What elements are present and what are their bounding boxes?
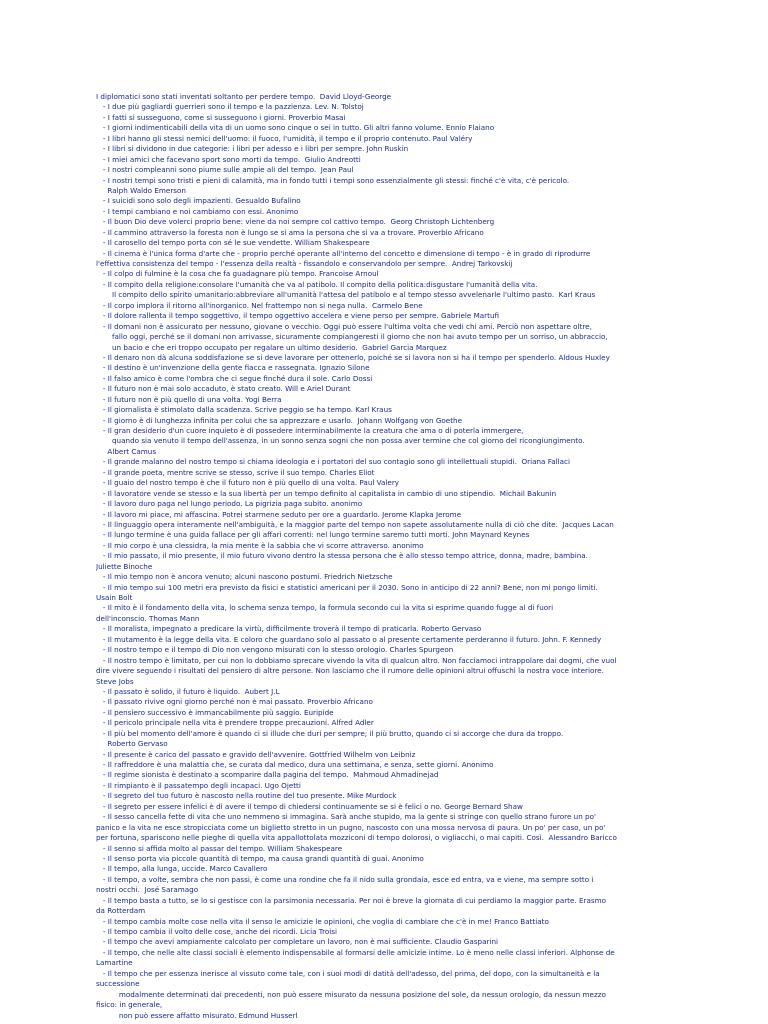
document-line: - I nostri tempi sono tristi e pieni di calamità, ma in fondo tutti i tempi sono essenzialmente gli stessi: finché c'è vita, c'è pericolo. — [96, 175, 570, 185]
document-line: - Il segreto del tuo futuro è nascosto nella routine del tuo presente. Mike Murdock — [96, 791, 397, 801]
document-line: fallo oggi, perché se il domani non arrivasse, sicuramente compiangeresti il giorno che non hai avuto tempo per un sorriso, un abbraccio, — [96, 332, 608, 342]
document-line: fisico: in generale, — [96, 1000, 163, 1010]
document-line: - Il regime sionista è destinato a scomparire dalla pagina del tempo. Mahmoud Ahmadinejad — [96, 770, 439, 780]
document-line: - I suicidi sono solo degli impazienti. Gesualdo Bufalino — [96, 196, 301, 206]
document-line: Lamartine — [96, 958, 133, 968]
document-line: - Il più bel momento dell'amore è quando ci si illude che duri per sempre; il più brutto, quando ci si accorge che dura da troppo. — [96, 728, 564, 738]
document-line: dell'inconscio. Thomas Mann — [96, 613, 200, 623]
document-line: - Il mio tempo non è ancora venuto; alcuni nascono postumi. Friedrich Nietzsche — [96, 572, 393, 582]
document-line: - Il tempo cambia il volto delle cose, anche dei ricordi. Licia Troisi — [96, 927, 338, 936]
document-line: - Il dolore rallenta il tempo soggettivo, il tempo oggettivo accelera e viene perso per sempre. Gabriele Martufi — [96, 311, 500, 321]
document-line: da Rotterdam — [96, 906, 146, 916]
document-line: - Il mito è il fondamento della vita, lo schema senza tempo, la formula secondo cui la vita si esprime quando fugge al di fuori — [96, 603, 554, 613]
document-line: - Il compito della religione:consolare l'umanità che va al patibolo. Il compito della politica:disgustare l'umanità della vita. — [96, 279, 538, 289]
document-line: - Il linguaggio opera interamente nell'ambiguità, e la maggior parte del tempo non sapete assolutamente nulla di ciò che dite. Jacques Lacan — [96, 519, 614, 529]
document-line: - Il mio passato, il mio presente, il mio futuro vivono dentro la stessa persona che è allo stesso tempo attrice, donna, madre, bambina. — [96, 551, 588, 561]
document-line: un bacio e che eri troppo occupato per regalare un ultimo desiderio. Gabriel Garcia Marquez — [96, 342, 447, 352]
document-line: - I nostri compleanni sono piume sulle ampie ali del tempo. Jean Paul — [96, 165, 354, 175]
document-line: - I libri hanno gli stessi nemici dell'uomo: il fuoco, l'umidità, il tempo e il proprio contenuto. Paul Valéry — [96, 133, 473, 143]
document-line: - Il lavoro duro paga nel lungo periodo. La pigrizia paga subito. anonimo — [96, 499, 363, 509]
document-line: Il compito dello spirito umanitario:abbreviare all'umanità l'attesa del patibolo e al tempo stesso avvelenarle l'ultimo pasto. Karl Kraus — [96, 290, 596, 300]
document-line: Steve Jobs — [96, 676, 134, 686]
document-line: modalmente determinati dai precedenti, non può essere misurato da nessuna posizione del sole, da nessun orologio, da nessun mezzo — [96, 989, 606, 999]
document-line: - Il corpo implora il ritorno all'inorganico. Nel frattempo non si nega nulla. Carmelo Bene — [96, 300, 423, 310]
document-line: - Il colpo di fulmine è la cosa che fa guadagnare più tempo. Francoise Arnoul — [96, 269, 379, 279]
document-line: Juliette Binoche — [96, 561, 153, 571]
document-line: - Il mio tempo sui 100 metri era previsto da fisici e statistici americani per il 2030. Sono in anticipo di 22 anni? Bene, non mi pongo limiti. — [96, 582, 598, 592]
document-line: - Il senso porta via piccole quantità di tempo, ma causa grandi quantità di guai. Anonimo — [96, 853, 424, 863]
document-line: - Il carosello del tempo porta con sé le sue vendette. William Shakespeare — [96, 238, 370, 248]
document-line: - I due più gagliardi guerrieri sono il tempo e la pazzienza. Lev. N. Tolstoj — [96, 102, 364, 112]
document-line: Albert Camus — [96, 446, 157, 456]
document-line: - I miei amici che facevano sport sono morti da tempo. Giulio Andreotti — [96, 154, 361, 164]
document-line: - Il tempo, alla lunga, uccide. Marco Cavallero — [96, 864, 268, 874]
quotes-document — [96, 92, 712, 1021]
document-line: - Il tempo basta a tutto, se lo si gestisce con la parsimonia necessaria. Per noi è breve la giornata di cui perdiamo la maggior parte. Erasmo — [96, 895, 607, 905]
document-line: panico e la vita ne esce stropicciata come un biglietto stretto in un pugno, nascosto con una mossa nervosa di paura. Un po' per caso, un po' — [96, 822, 606, 832]
document-line: - Il presente è carico del passato e gravido dell'avvenire. Gottfried Wilhelm von Leibniz — [96, 749, 416, 759]
document-line: - Il pericolo principale nella vita è prendere troppe precauzioni. Alfred Adler — [96, 718, 374, 728]
document-line: - Il falso amico è come l'ombra che ci segue finché dura il sole. Carlo Dossi — [96, 373, 373, 383]
document-line: - I libri si dividono in due categorie: i libri per adesso e i libri per sempre. John Ruskin — [96, 144, 409, 154]
document-line: - Il cammino attraverso la foresta non è lungo se si ama la persona che si va a trovare. Proverbio Africano — [96, 227, 484, 237]
document-line: per fortuna, spariscono nelle pieghe di quella vita appallottolata mozziconi di tempo dolorosi, o vigliacchi, o mai capiti. Così. Alessandro Baricco — [96, 833, 617, 843]
document-line: - Il futuro non è mai solo accaduto, è stato creato. Will e Ariel Durant — [96, 384, 351, 394]
document-line: - I tempi cambiano e noi cambiamo con essi. Anonimo — [96, 206, 299, 216]
document-line: - Il sesso cancella fette di vita che uno nemmeno si immagina. Sarà anche stupido, ma la gente si stringe con quello strano furore un po' — [96, 812, 596, 822]
document-line: - I fatti si susseguono, come si susseguono i giorni. Proverbio Masai — [96, 112, 346, 122]
document-line: - Il mutamento è la legge della vita. E coloro che guardano solo al passato o al presente certamente perderanno il futuro. John. F. Kennedy — [96, 634, 602, 644]
document-line: - Il nostro tempo e il tempo di Dio non vengono misurati con lo stesso orologio. Charles Spurgeon — [96, 645, 454, 655]
document-line: successione — [96, 979, 140, 989]
document-line: nostri occhi. José Saramago — [96, 885, 199, 895]
document-line: - Il tempo che per essenza inerisce al vissuto come tale, con i suoi modi di datità dell'adesso, del prima, del dopo, con la simultaneità e la — [96, 968, 600, 978]
document-line: - Il mio corpo è una clessidra, la mia mente è la sabbia che vi scorre attraverso. anonimo — [96, 540, 424, 550]
document-line: I diplomatici sono stati inventati soltanto per perdere tempo. David Lloyd-George — [96, 92, 392, 101]
document-line: - Il nostro tempo è limitato, per cui non lo dobbiamo sprecare vivendo la vita di qualcun altro. Non facciamoci intrappolare dai dogmi, che vuol — [96, 655, 617, 665]
document-line: - Il tempo, a volte, sembra che non passi, è come una rondine che fa il nido sulla grondaia, esce ed entra, va e viene, ma sempre sotto i — [96, 874, 594, 884]
document-line: - Il moralista, impegnato a predicare la virtù, difficilmente troverà il tempo di praticarla. Roberto Gervaso — [96, 624, 482, 634]
document-line: - Il passato è solido, il futuro è liquido. Aubert J.L — [96, 686, 280, 696]
document-line: Usain Bolt — [96, 593, 133, 602]
document-line: - Il giornalista è stimolato dalla scadenza. Scrive peggio se ha tempo. Karl Kraus — [96, 405, 392, 415]
document-line: l'effettiva consistenza del tempo - l'essenza della realtà - fissandolo e conservandolo per sempre. Andrej Tarkovskij — [96, 259, 513, 268]
document-line: - Il passato rivive ogni giorno perché non è mai passato. Proverbio Africano — [96, 697, 373, 707]
document-line: - Il tempo cambia molte cose nella vita il senso le amicizie le opinioni, che voglia di cambiare che c'è in me! Franco Battiato — [96, 916, 549, 926]
document-line: - Il pensiero successivo è immancabilmente più saggio. Euripide — [96, 707, 334, 717]
document-line: - Il giorno è di lunghezza infinita per colui che sa apprezzare e usarlo. Johann Wolfgang von Goethe — [96, 415, 462, 425]
document-line: - I giorni indimenticabili della vita di un uomo sono cinque o sei in tutto. Gli altri fanno volume. Ennio Flaiano — [96, 123, 495, 133]
document-line: - Il futuro non è più quello di una volta. Yogi Berra — [96, 394, 282, 404]
document-line: - Il raffreddore è una malattia che, se curata dal medico, dura una settimana, e senza, sette giorni. Anonimo — [96, 760, 494, 769]
document-line: - Il destino è un'invenzione della gente fiacca e rassegnata. Ignazio Silone — [96, 363, 370, 373]
document-line: - Il gran desiderio d'un cuore inquieto è di possedere interminabilmente la creatura che ama o di poterla immergere, — [96, 426, 524, 435]
document-line: - Il rimpianto è il passatempo degli incapaci. Ugo Ojetti — [96, 780, 301, 790]
document-line: - Il guaio del nostro tempo è che il futuro non è più quello di una volta. Paul Valery — [96, 478, 400, 488]
document-line: dire vivere seguendo i risultati del pensiero di altre persone. Non lasciamo che il rumore delle opinioni altrui offuschi la nostra voce interiore. — [96, 666, 604, 676]
document-line: non può essere affatto misurato. Edmund Husserl — [96, 1010, 298, 1020]
document-line: - Il grande malanno del nostro tempo si chiama ideologia e i portatori del suo contagio sono gli intellettuali stupidi. Oriana Fallaci — [96, 457, 570, 467]
document-line: - Il tempo che avevi ampiamente calcolato per completare un lavoro, non è mai sufficiente. Claudio Gasparini — [96, 937, 498, 947]
document-line: - Il segreto per essere infelici è di avere il tempo di chiedersi continuamente se si è felici o no. George Bernard Shaw — [96, 801, 523, 811]
document-line: - Il lavoratore vende se stesso e la sua libertà per un tempo definito al capitalista in cambio di uno stipendio. Michail Bakunin — [96, 488, 557, 498]
document-line: - Il buon Dio deve volerci proprio bene: viene da noi sempre col cattivo tempo. Georg Christoph Lichtenberg — [96, 217, 495, 227]
document-line: - Il cinema è l'unica forma d'arte che - proprio perché operante all'interno del concetto e dimensione di tempo - è in grado di riprodurre — [96, 248, 591, 258]
document-line: - Il lungo termine è una guida fallace per gli affari correnti: nel lungo termine saremo tutti morti. John Maynard Keynes — [96, 530, 530, 540]
document-line: Ralph Waldo Emerson — [96, 185, 186, 195]
document-line: - Il denaro non dà alcuna soddisfazione se si deve lavorare per ottenerlo, poiché se si lavora non si ha il tempo per spenderlo. Aldous Huxley — [96, 352, 610, 362]
document-line: - Il tempo, che nelle alte classi sociali è elemento indispensabile al formarsi delle amicizie intime. Lo è meno nelle classi inferiori. Alphonse de — [96, 947, 615, 957]
document-line: - Il domani non è assicurato per nessuno, giovane o vecchio. Oggi può essere l'ultima volta che vedi chi ami. Perciò non aspettare oltre, — [96, 321, 592, 331]
document-line: quando sia venuto il tempo dell'assenza, in un sonno senza sogni che non possa aver termine che col giorno del ricongiungimento. — [96, 436, 585, 446]
document-line: - Il grande poeta, mentre scrive se stesso, scrive il suo tempo. Charles Eliot — [96, 467, 375, 477]
document-line: - Il senno si affida molto al passar del tempo. William Shakespeare — [96, 843, 343, 853]
document-line: Roberto Gervaso — [96, 739, 168, 749]
document-line: - Il lavoro mi piace, mi affascina. Potrei starmene seduto per ore a guardarlo. Jerome Klapka Jerome — [96, 509, 462, 519]
